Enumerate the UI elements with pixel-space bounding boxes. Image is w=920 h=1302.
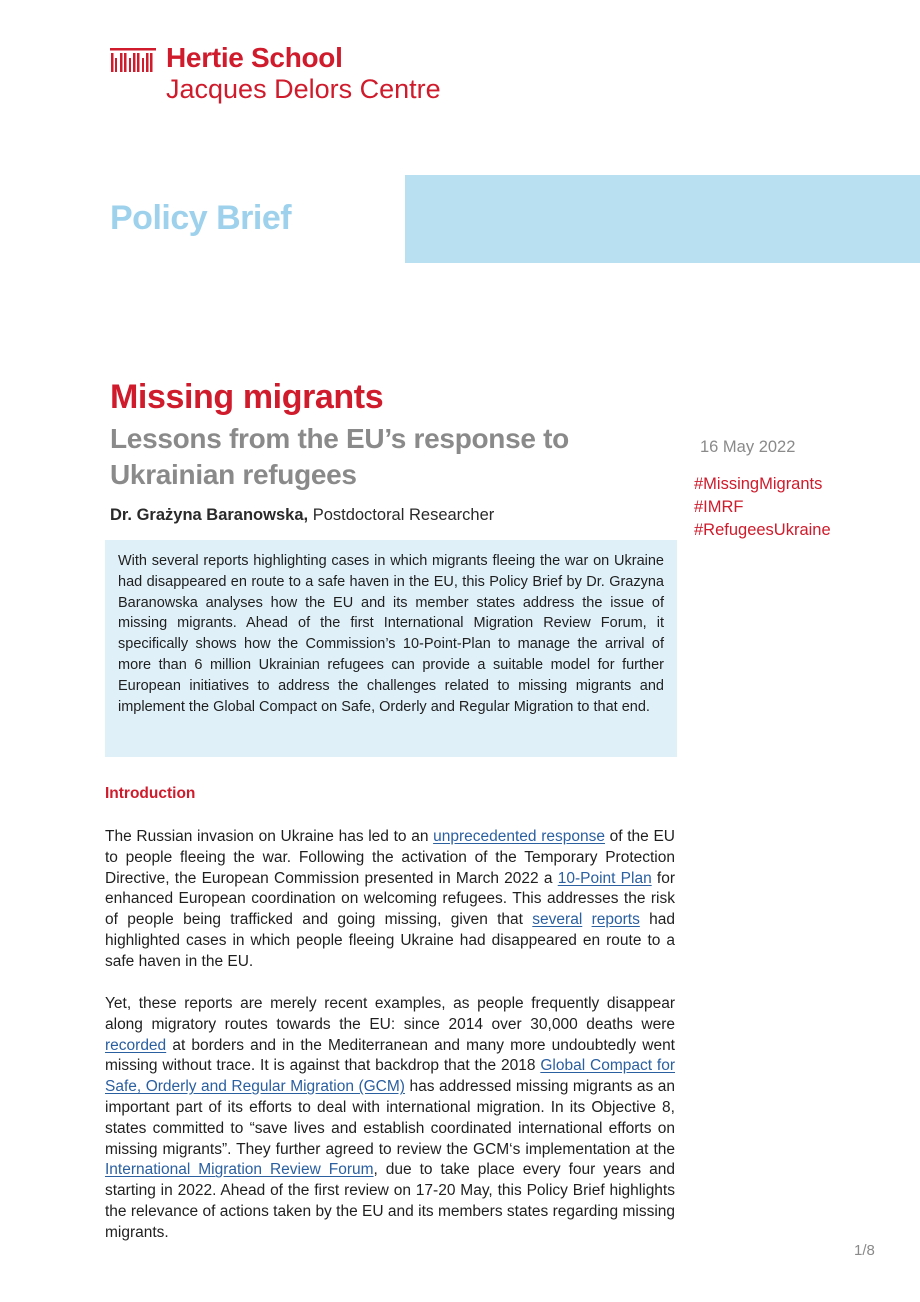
text-run: , due to take place every four years and starting in 2022. Ahead of the first review on 17-20 May, this Policy Brief highlights the relevance of actions taken by the EU and its members states regarding missing migrants.	[105, 1161, 675, 1241]
page-title: Missing migrants	[110, 378, 384, 416]
link-unprecedented-response[interactable]: unprecedented response	[433, 828, 605, 845]
institution-name: Hertie School	[166, 42, 343, 73]
page-number: 1/8	[854, 1242, 875, 1259]
text-run	[582, 911, 591, 928]
columns-logo-icon	[110, 48, 156, 72]
introduction-paragraph-1	[105, 827, 675, 973]
centre-name: Jacques Delors Centre	[166, 74, 441, 104]
text-run: had highlighted cases in which people fleeing Ukraine had disappeared en route to a safe haven in the EU.	[105, 911, 675, 970]
link-10-point-plan[interactable]: 10-Point Plan	[557, 869, 652, 887]
introduction-paragraph-2	[105, 994, 675, 1244]
author-name: Dr. Grażyna Baranowska,	[110, 506, 309, 524]
link-reports[interactable]: reports	[591, 911, 640, 929]
link-imrf[interactable]: International Migration Review Forum	[105, 1161, 374, 1179]
hashtag[interactable]: #RefugeesUkraine	[694, 521, 831, 539]
abstract-text: With several reports highlighting cases in which migrants fleeing the war on Ukraine had disappeared en route to a safe haven in the EU, this Policy Brief by Dr. Grazyna Baranowska analyses how the EU and its member states address the issue of missing migrants. Ahead of the first International Migration Review Forum, it specifically shows how the Commission’s 10-Point-Plan to manage the arrival of more than 6 million Ukrainian refugees can provide a suitable model for further European initiatives to address the challenges related to missing migrants and implement the Global Compact on Safe, Orderly and Regular Migration to that end.	[118, 553, 664, 715]
hashtag[interactable]: #IMRF	[694, 498, 744, 516]
link-several[interactable]: several	[532, 911, 583, 929]
text-run: The Russian invasion on Ukraine has led to an	[105, 828, 434, 845]
author-line	[110, 506, 494, 525]
text-run: has addressed missing migrants as an important part of its efforts to deal with international migration. In its Objective 8, states committed to “save lives and establish coordinated international efforts on missing migrants”. They further agreed to review the GCM‘s implementation at the	[105, 1078, 675, 1158]
hashtag[interactable]: #MissingMigrants	[694, 475, 823, 493]
abstract-box	[105, 540, 677, 757]
link-recorded[interactable]: recorded	[105, 1036, 167, 1054]
page-subtitle: Lessons from the EU’s response to Ukrainian refugees	[110, 423, 569, 490]
author-role: Postdoctoral Researcher	[312, 506, 495, 524]
text-run: for enhanced European coordination on welcoming refugees. This addresses the risk of people being trafficked and going missing, given that	[105, 869, 675, 929]
text-run: Yet, these reports are merely recent examples, as people frequently disappear along migratory routes towards the EU: since 2014 over 30,000 deaths were	[105, 995, 675, 1033]
publication-date: 16 May 2022	[700, 438, 796, 456]
text-run: at borders and in the Mediterranean and many more undoubtedly went missing without trace. It is against that backdrop that the 2018	[105, 1036, 675, 1075]
decorative-band	[405, 175, 920, 263]
document-type: Policy Brief	[110, 199, 292, 237]
section-heading-introduction: Introduction	[105, 785, 196, 802]
link-gcm[interactable]: Global Compact for Safe, Orderly and Regular Migration (GCM)	[105, 1057, 675, 1096]
hashtag-list	[694, 473, 831, 542]
text-run: of the EU to people fleeing the war. Following the activation of the Temporary Protection Directive, the European Commission presented in March 2022 a	[105, 828, 675, 887]
